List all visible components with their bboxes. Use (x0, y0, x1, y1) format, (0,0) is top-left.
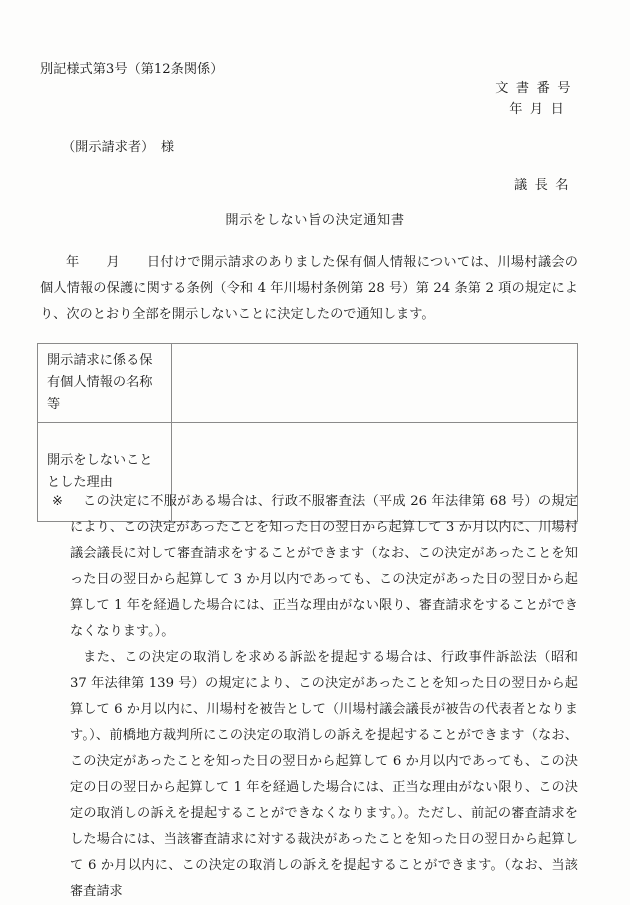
table-row (38, 344, 578, 423)
footnote-item-appeal (40, 489, 578, 645)
document-number-label: 文書番号 (495, 81, 578, 96)
row-label-reason: 開示をしないこととした理由 (38, 423, 172, 522)
reference-mark-icon: ※ (52, 494, 64, 509)
footnote-text-litigation: また、この決定の取消しを求める訴訟を提起する場合は、行政事件訴訟法（昭和 37 年法律第 139 号）の規定により、この決定があったことを知った日の翌日から起算して 6 か月以内に、川場村を被告として（川場村議会議長が被告の代表者となります。）、前橋地方裁判所にこの決定の取消しの訴えを提起することができます（なお、この決定があったことを知った日の翌日から起算して 6 か月以内であっても、この決定の日の翌日から起算して 1 年を経過した場合には、正当な理由がない限り、この決定の取消しの訴えを提起することができなくなります。）。ただし、前記の審査請求をした場合には、当該審査請求に対する裁決があったことを知った日の翌日から起算して 6 か月以内に、この決定の取消しの訴えを提起することができます。（なお、当該審査請求 (70, 650, 578, 899)
footnotes-section (40, 489, 578, 905)
document-date-label: 年月日 (509, 102, 572, 117)
document-number-block (495, 78, 578, 120)
addressee-line: （開示請求者） 様 (62, 140, 175, 155)
body-paragraph: 年 月 日付けで開示請求のありました保有個人情報については、川場村議会の個人情報の保護に関する条例（令和 4 年川場村条例第 28 号）第 24 条第 2 項の規定により、次のとおり全部を開示しないことに決定したので通知します。 (40, 255, 578, 322)
footnote-text-appeal: この決定に不服がある場合は、行政不服審査法（平成 26 年法律第 68 号）の規定により、この決定があったことを知った日の翌日から起算して 3 か月以内に、川場村議会議長に対して審査請求をすることができます（なお、この決定があったことを知った日の翌日から起算して 3 か月以内であっても、この決定があった日の翌日から起算して 1 年を経過した場合には、正当な理由がない限り、審査請求をすることができなくなります。）。 (70, 494, 578, 639)
row-value-information-name[interactable] (172, 344, 578, 423)
form-id-label: 別記様式第3号（第12条関係） (40, 62, 224, 77)
document-title: 開示をしない旨の決定通知書 (225, 213, 405, 228)
issuer-line: 議長名 (513, 178, 576, 193)
row-label-information-name: 開示請求に係る保有個人情報の名称等 (38, 344, 172, 423)
